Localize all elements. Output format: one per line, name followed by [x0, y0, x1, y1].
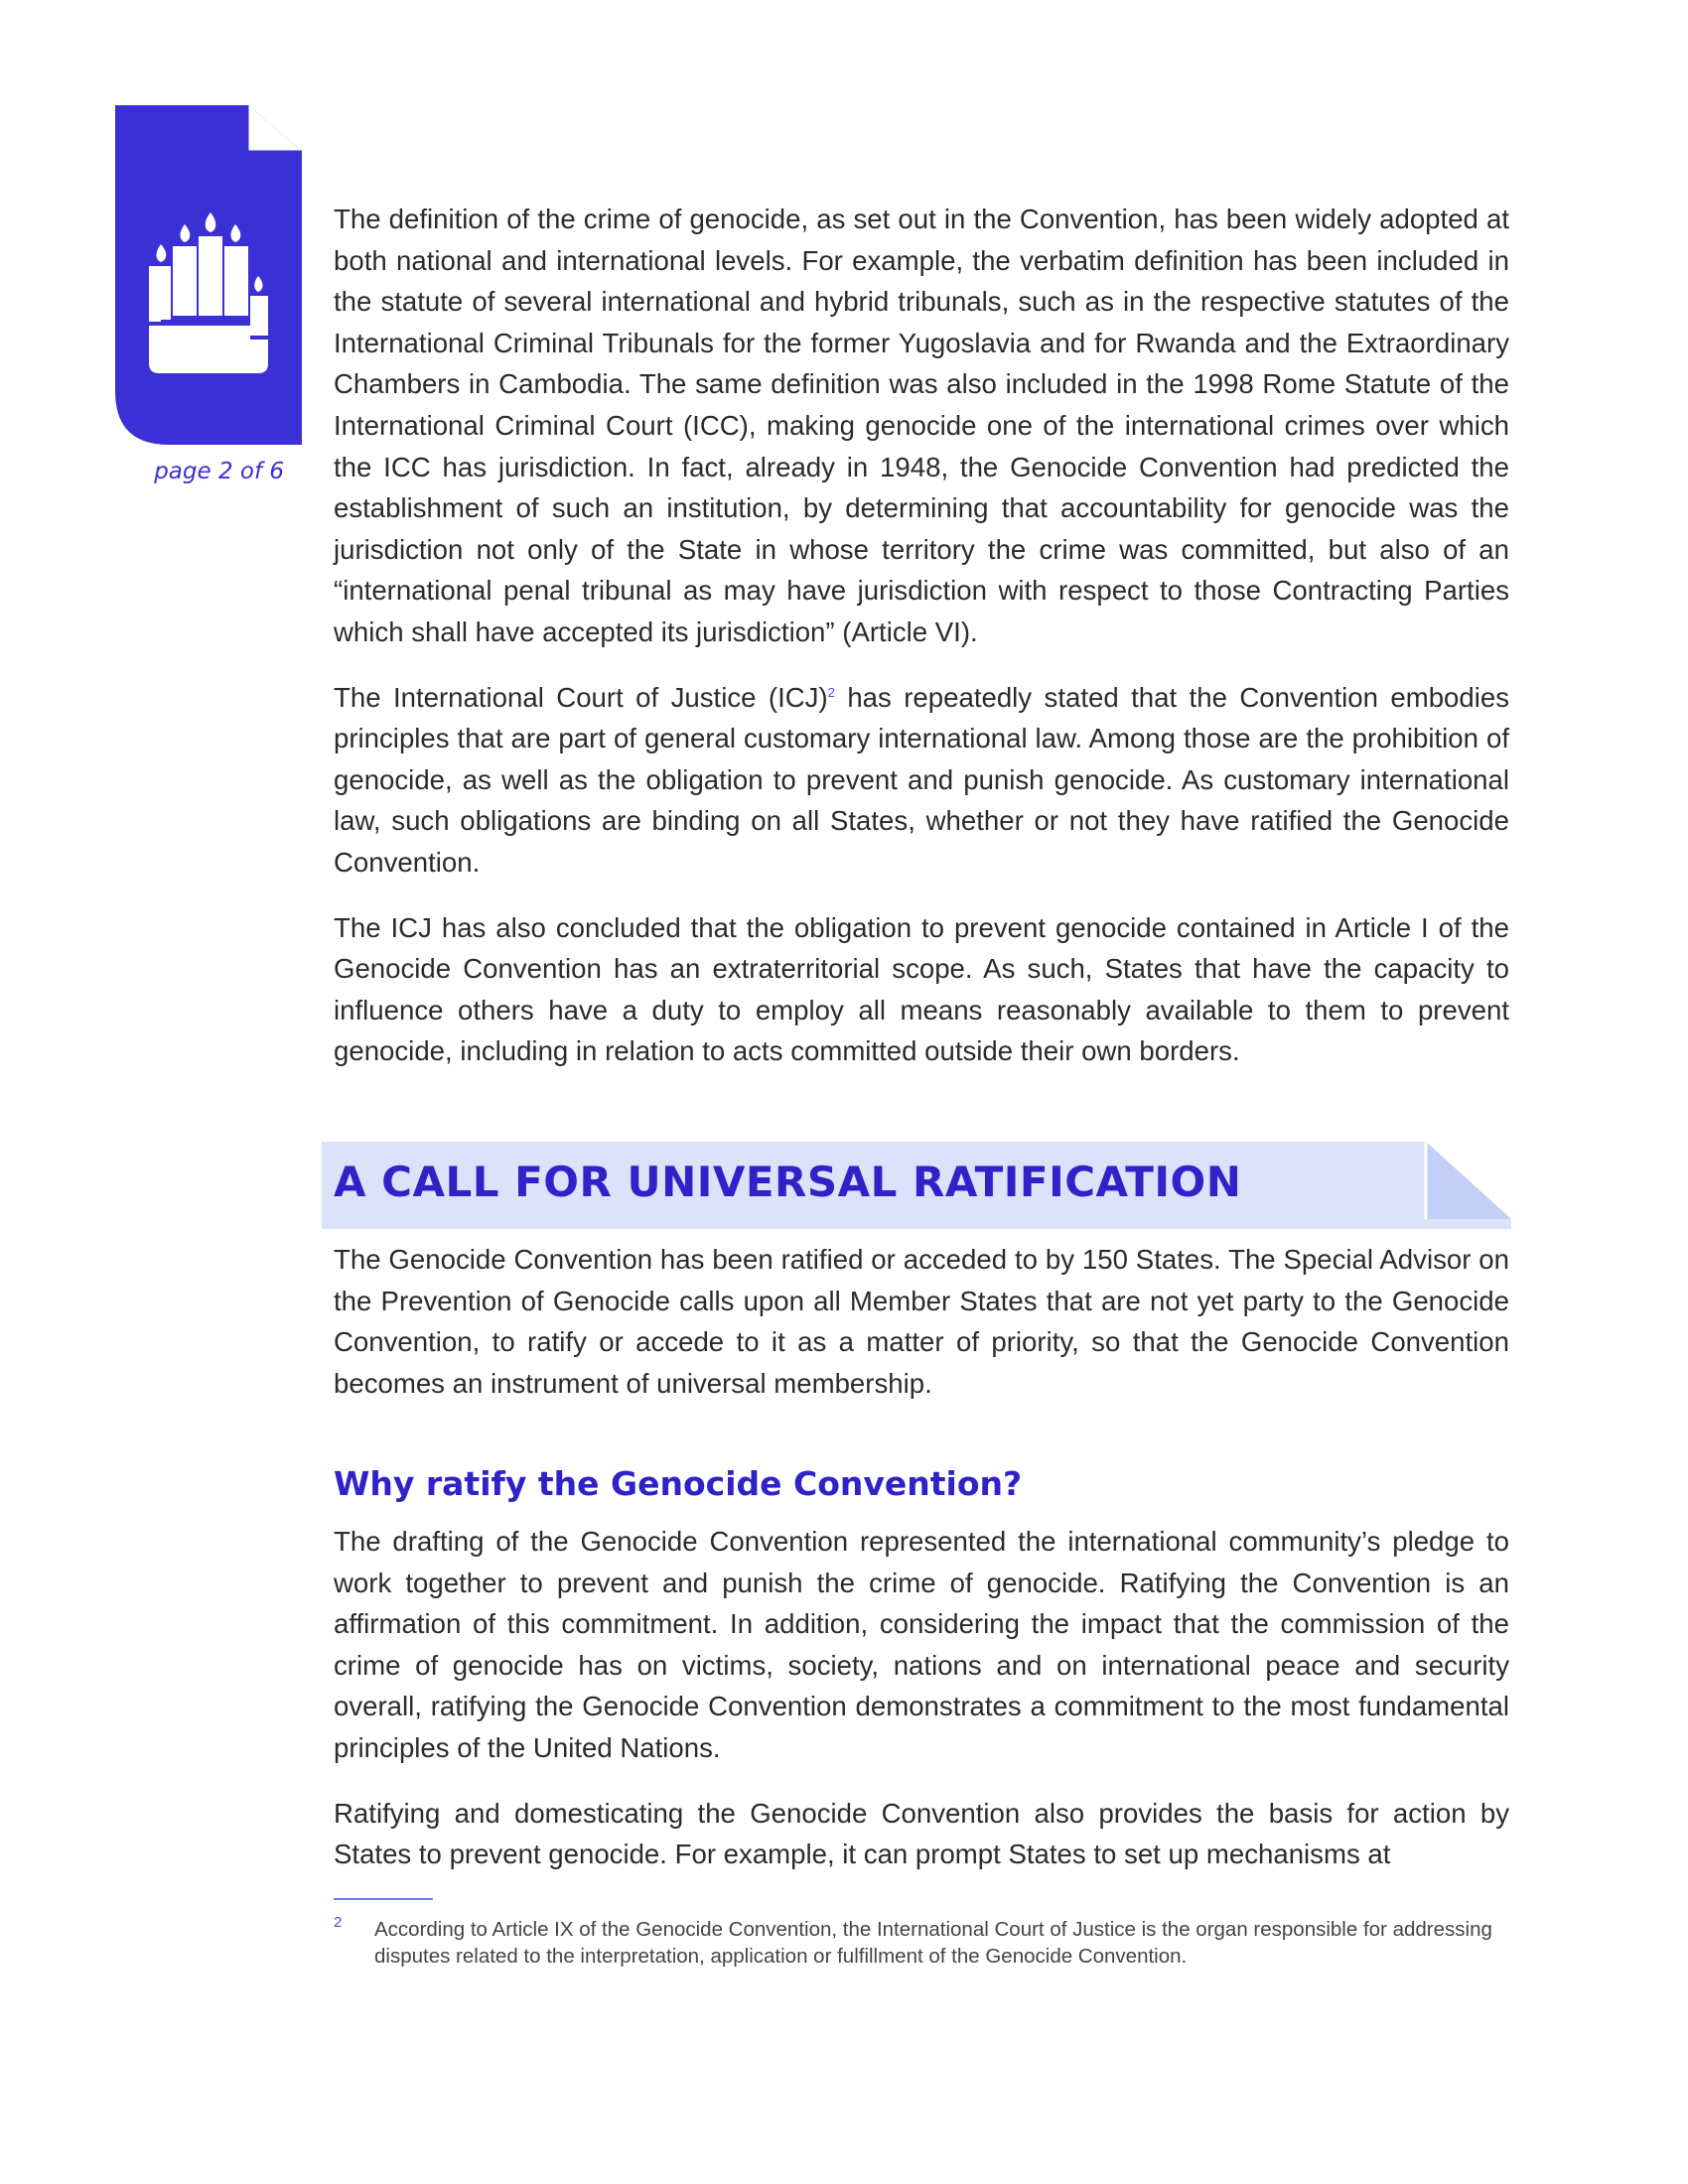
footnote-divider	[334, 1898, 433, 1900]
footnote-text: According to Article IX of the Genocide Convention, the International Court of Justice is the organ responsible for addressing disputes related to the interpretation, application or fulfillment of the Genocide Convention.	[374, 1918, 1492, 1968]
page-indicator: page 2 of 6	[154, 459, 284, 484]
candles-hand-icon	[115, 105, 302, 445]
footnote-mark: 2	[334, 1914, 343, 1931]
page-badge	[115, 105, 302, 445]
footnote-ref[interactable]: 2	[827, 684, 835, 700]
paragraph: Ratifying and domesticating the Genocide Convention also provides the basis for action by States to prevent genocide. For example, it can prompt States to set up mechanisms at	[334, 1797, 1509, 1870]
paragraph	[334, 677, 1509, 884]
section-banner	[322, 1142, 1511, 1229]
paragraph-text: The International Court of Justice (ICJ)	[334, 681, 828, 713]
paragraph: The Genocide Convention has been ratified or acceded to by 150 States. The Special Advisor on the Prevention of Genocide calls upon all Member States that are not yet party to the Genocide Convention, to ratify or accede to it as a matter of priority, so that the Genocide Convention becomes an instrument of universal membership.	[334, 1244, 1509, 1399]
section-body	[334, 1239, 1509, 1428]
paragraph-text: has repeatedly stated that the Convention embodies principles that are part of general customary international law. Among those are the prohibition of genocide, as well as the obligation to prevent and punish genocide. As customary international law, such obligations are binding on all States, whether or not they have ratified the Genocide Convention.	[334, 681, 1510, 878]
subsection-title: Why ratify the Genocide Convention?	[334, 1464, 1023, 1503]
paragraph: The drafting of the Genocide Convention represented the international community’s pledge to work together to prevent and punish the crime of genocide. Ratifying the Convention is an affirmation of this commitment. In addition, considering the impact that the commission of the crime of genocide has on victims, society, nations and on international peace and security overall, ratifying the Genocide Convention demonstrates a commitment to the most fundamental principles of the United Nations.	[334, 1526, 1509, 1763]
paragraph: The definition of the crime of genocide, as set out in the Convention, has been widely adopted at both national and international levels. For example, the verbatim definition has been included in the statute of several international and hybrid tribunals, such as in the respective statutes of the International Criminal Tribunals for the former Yugoslavia and for Rwanda and the Extraordinary Chambers in Cambodia. The same definition was also included in the 1998 Rome Statute of the International Criminal Court (ICC), making genocide one of the international crimes over which the ICC has jurisdiction. In fact, already in 1948, the Genocide Convention had predicted the establishment of such an institution, by determining that accountability for genocide was the jurisdiction not only of the State in whose territory the crime was committed, but also of an “international penal tribunal as may have jurisdiction with respect to those Contracting Parties which shall have accepted its jurisdiction” (Article VI).	[334, 204, 1509, 647]
paragraph: The ICJ has also concluded that the obligation to prevent genocide contained in Article I of the Genocide Convention has an extraterritorial scope. As such, States that have the capacity to influence others have a duty to employ all means reasonably available to them to prevent genocide, including in relation to acts committed outside their own borders.	[334, 911, 1509, 1067]
intro-section	[334, 199, 1509, 1096]
section-title: A CALL FOR UNIVERSAL RATIFICATION	[334, 1158, 1242, 1206]
subsection-body	[334, 1521, 1509, 1899]
